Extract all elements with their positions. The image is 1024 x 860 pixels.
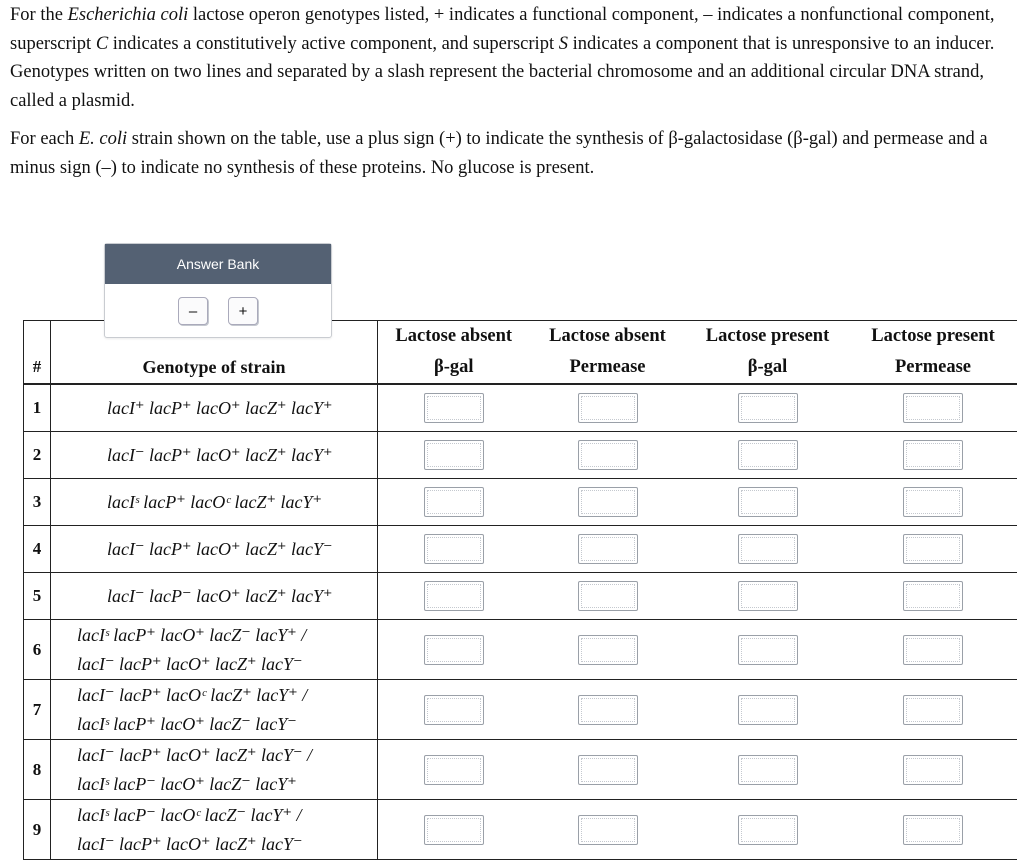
drop-lactose-present-bgal[interactable] xyxy=(738,695,798,725)
drop-lactose-absent-permease[interactable] xyxy=(578,393,638,423)
row-number: 8 xyxy=(24,740,51,800)
genotype-line-1: lacI⁺ lacP⁺ lacO⁺ lacZ⁺ lacY⁺ xyxy=(107,397,333,418)
instructions-paragraph-2 xyxy=(10,125,1010,182)
answer-bank-title: Answer Bank xyxy=(105,244,331,284)
genotype-line-2: lacIˢ lacP⁻ lacO⁺ lacZ⁻ lacY⁺ xyxy=(77,773,297,794)
header-bgal: β-gal xyxy=(686,351,850,384)
species-name: E. coli xyxy=(78,129,128,149)
row-number: 2 xyxy=(24,432,51,479)
genotype-cell xyxy=(51,740,378,800)
genotype-line-1: lacI⁻ lacP⁺ lacOᶜ lacZ⁺ lacY⁺ / xyxy=(77,684,308,705)
genotype-cell xyxy=(51,526,378,573)
intro-text: indicates a constitutively active component, and superscript xyxy=(108,33,559,54)
drop-lactose-present-bgal[interactable] xyxy=(738,534,798,564)
drop-lactose-absent-permease[interactable] xyxy=(578,695,638,725)
header-permease: Permease xyxy=(850,351,1017,384)
drop-lactose-absent-bgal[interactable] xyxy=(424,440,484,470)
drop-lactose-present-permease[interactable] xyxy=(903,581,963,611)
genotype-line-2: lacI⁻ lacP⁺ lacO⁺ lacZ⁺ lacY⁻ xyxy=(77,833,303,854)
genotype-cell xyxy=(51,479,378,526)
table-row xyxy=(24,479,1017,526)
intro-text: lactose operon genotypes listed, + indicates a functional component, – indicates a nonfunctional component, superscript xyxy=(10,5,995,54)
genotype-line-1: lacI⁻ lacP⁻ lacO⁺ lacZ⁺ lacY⁺ xyxy=(107,585,333,606)
instructions-paragraph-1 xyxy=(10,1,1010,115)
header-lactose-present: Lactose present xyxy=(686,321,850,352)
drop-lactose-absent-permease[interactable] xyxy=(578,635,638,665)
drop-lactose-present-bgal[interactable] xyxy=(738,393,798,423)
table-row xyxy=(24,740,1017,800)
superscript-c-label: C xyxy=(95,33,109,54)
genotype-line-1: lacI⁻ lacP⁺ lacO⁺ lacZ⁺ lacY⁺ xyxy=(107,444,333,465)
genotype-line-2: lacI⁻ lacP⁺ lacO⁺ lacZ⁺ lacY⁻ xyxy=(77,653,303,674)
drop-lactose-absent-permease[interactable] xyxy=(578,755,638,785)
genotype-line-1: lacIˢ lacP⁺ lacOᶜ lacZ⁺ lacY⁺ xyxy=(107,491,322,512)
intro-text: For the xyxy=(10,5,68,25)
row-number: 6 xyxy=(24,620,51,680)
row-number: 4 xyxy=(24,526,51,573)
intro-text: indicates a component that is unresponsive to an inducer. Genotypes written on two lines and separated by a slash represent the bacterial chromosome and an additional circular DNA strand, called a plasmid. xyxy=(10,33,995,111)
drop-lactose-present-bgal[interactable] xyxy=(738,487,798,517)
species-name: Escherichia coli xyxy=(67,5,189,25)
row-number: 1 xyxy=(24,384,51,432)
drop-lactose-absent-bgal[interactable] xyxy=(424,695,484,725)
header-lactose-absent: Lactose absent xyxy=(378,321,530,352)
genotype-line-2: lacIˢ lacP⁺ lacO⁺ lacZ⁻ lacY⁻ xyxy=(77,713,297,734)
drop-lactose-present-permease[interactable] xyxy=(903,695,963,725)
table-row xyxy=(24,620,1017,680)
table-row xyxy=(24,384,1017,432)
genotype-line-1: lacI⁻ lacP⁺ lacO⁺ lacZ⁺ lacY⁻ / xyxy=(77,744,312,765)
drop-lactose-present-permease[interactable] xyxy=(903,440,963,470)
genotype-line-1: lacI⁻ lacP⁺ lacO⁺ lacZ⁺ lacY⁻ xyxy=(107,538,333,559)
table-row xyxy=(24,800,1017,860)
drop-lactose-absent-bgal[interactable] xyxy=(424,534,484,564)
drop-lactose-present-permease[interactable] xyxy=(903,755,963,785)
row-number: 7 xyxy=(24,680,51,740)
drop-lactose-absent-bgal[interactable] xyxy=(424,393,484,423)
drop-lactose-present-bgal[interactable] xyxy=(738,815,798,845)
drop-lactose-absent-bgal[interactable] xyxy=(424,581,484,611)
genotype-cell xyxy=(51,680,378,740)
row-number: 3 xyxy=(24,479,51,526)
drop-lactose-absent-permease[interactable] xyxy=(578,815,638,845)
genotype-cell xyxy=(51,384,378,432)
drop-lactose-absent-permease[interactable] xyxy=(578,534,638,564)
table-row xyxy=(24,573,1017,620)
answer-bank xyxy=(104,243,332,338)
minus-tile[interactable]: – xyxy=(178,297,208,325)
genotype-line-1: lacIˢ lacP⁺ lacO⁺ lacZ⁻ lacY⁺ / xyxy=(77,624,307,645)
drop-lactose-present-permease[interactable] xyxy=(903,487,963,517)
drop-lactose-absent-bgal[interactable] xyxy=(424,815,484,845)
genotype-cell xyxy=(51,432,378,479)
drop-lactose-absent-permease[interactable] xyxy=(578,487,638,517)
drop-lactose-absent-permease[interactable] xyxy=(578,581,638,611)
table-row xyxy=(24,680,1017,740)
header-genotype: Genotype of strain xyxy=(51,351,378,384)
drop-lactose-present-permease[interactable] xyxy=(903,635,963,665)
drop-lactose-absent-permease[interactable] xyxy=(578,440,638,470)
drop-lactose-present-bgal[interactable] xyxy=(738,635,798,665)
intro-text: For each xyxy=(10,129,79,149)
drop-lactose-present-permease[interactable] xyxy=(903,815,963,845)
genotype-cell xyxy=(51,800,378,860)
superscript-s-label: S xyxy=(558,33,568,54)
row-number: 9 xyxy=(24,800,51,860)
header-bgal: β-gal xyxy=(378,351,530,384)
header-number: # xyxy=(24,351,51,384)
genotype-table xyxy=(23,320,1017,860)
genotype-cell xyxy=(51,620,378,680)
table-row xyxy=(24,526,1017,573)
genotype-line-1: lacIˢ lacP⁻ lacOᶜ lacZ⁻ lacY⁺ / xyxy=(77,804,302,825)
drop-lactose-present-bgal[interactable] xyxy=(738,755,798,785)
drop-lactose-present-bgal[interactable] xyxy=(738,440,798,470)
drop-lactose-present-permease[interactable] xyxy=(903,393,963,423)
drop-lactose-absent-bgal[interactable] xyxy=(424,487,484,517)
row-number: 5 xyxy=(24,573,51,620)
intro-text: strain shown on the table, use a plus sign (+) to indicate the synthesis of β-galactosidase (β-gal) and permease and a minus sign (–) to indicate no synthesis of these proteins. No glucose is present. xyxy=(10,129,988,178)
drop-lactose-absent-bgal[interactable] xyxy=(424,635,484,665)
header-lactose-present: Lactose present xyxy=(850,321,1017,352)
genotype-cell xyxy=(51,573,378,620)
drop-lactose-present-bgal[interactable] xyxy=(738,581,798,611)
plus-tile[interactable]: + xyxy=(228,297,258,325)
header-lactose-absent: Lactose absent xyxy=(530,321,686,352)
table-row xyxy=(24,432,1017,479)
drop-lactose-present-permease[interactable] xyxy=(903,534,963,564)
drop-lactose-absent-bgal[interactable] xyxy=(424,755,484,785)
header-permease: Permease xyxy=(530,351,686,384)
